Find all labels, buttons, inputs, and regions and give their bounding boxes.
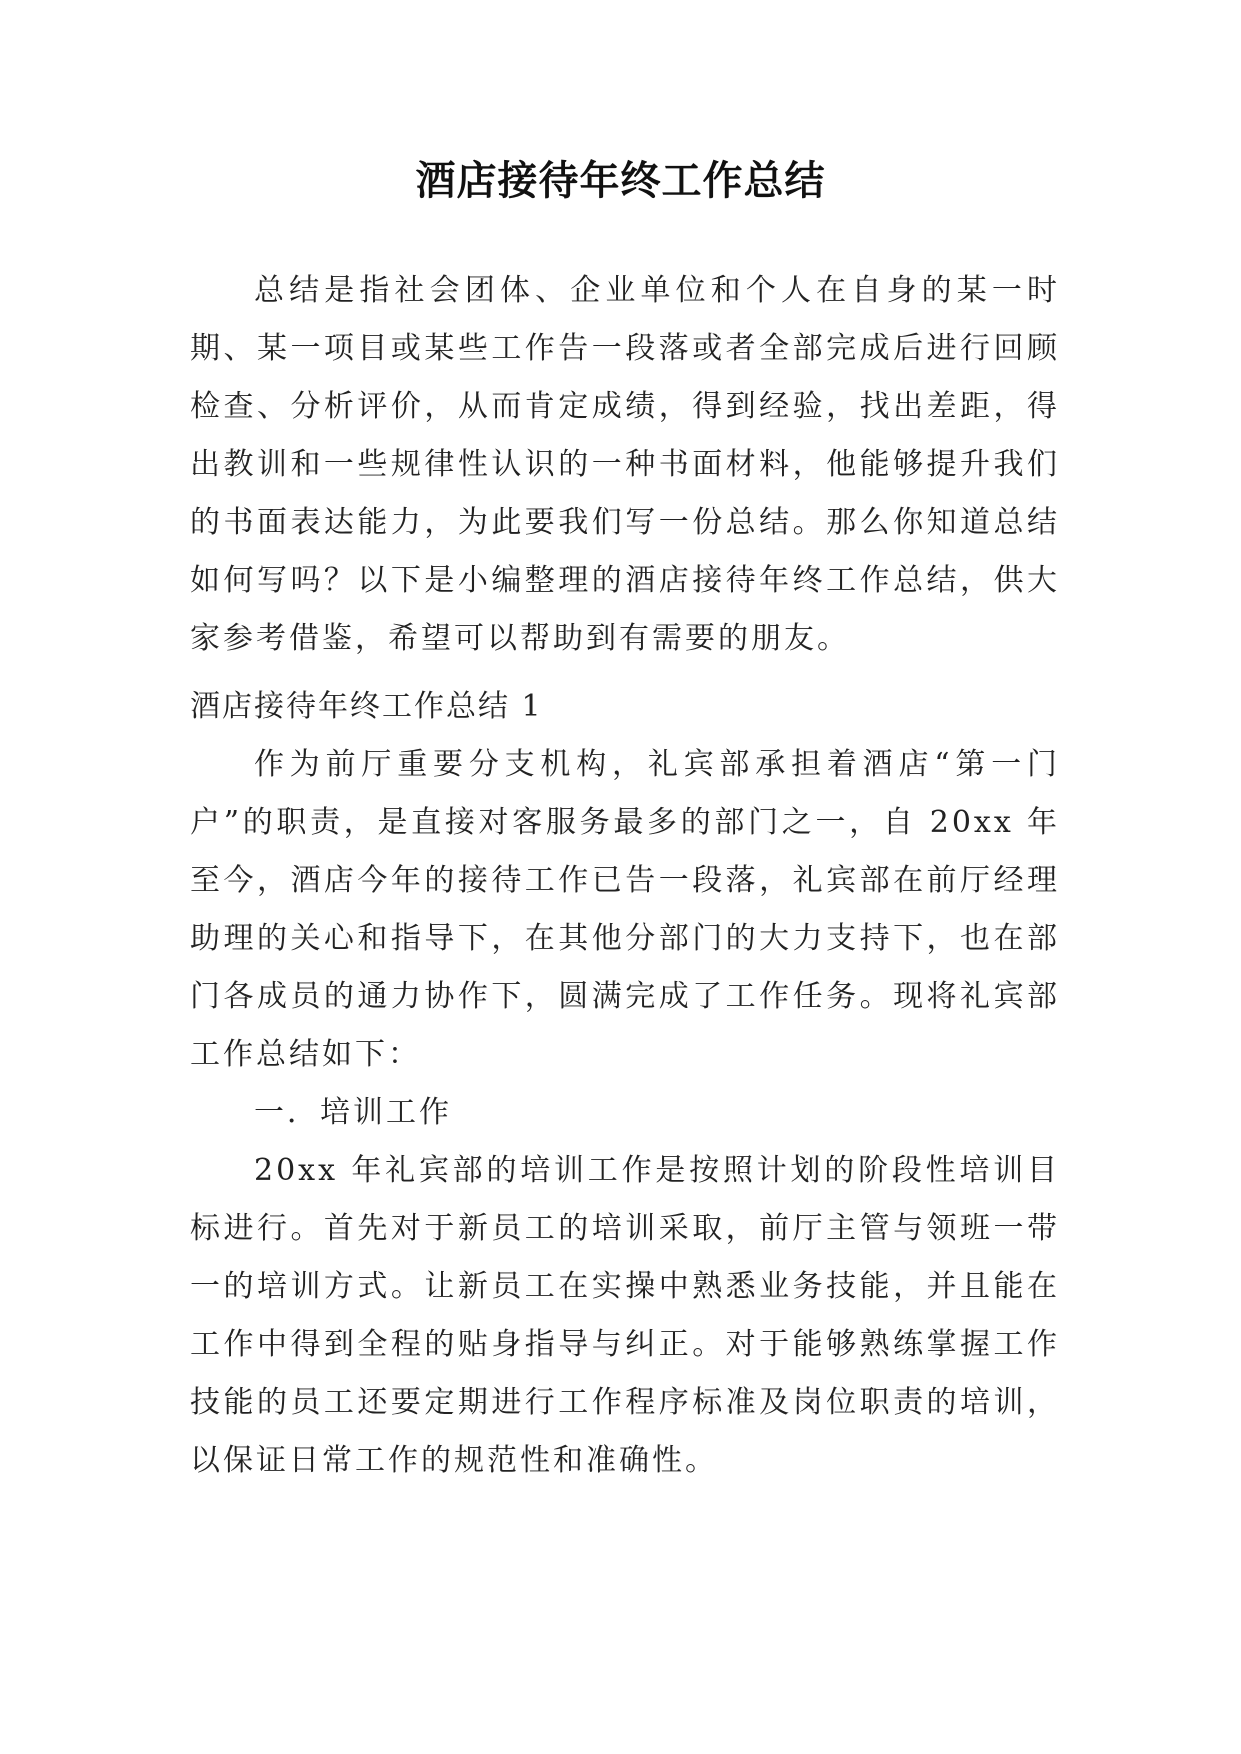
heading-training: 一．培训工作 [254, 1095, 452, 1130]
document-title: 酒店接待年终工作总结 [415, 157, 826, 204]
section-title: 酒店接待年终工作总结 1 [190, 689, 543, 724]
section1-paragraph-1: 作为前厅重要分支机构，礼宾部承担着酒店“第一门户”的职责，是直接对客服务最多的部门之一，自 20xx 年至今，酒店今年的接待工作已告一段落，礼宾部在前厅经理助理的关心和指导下，在其他分部门的大力支持下，也在部门各成员的通力协作下，圆满完成了工作任务。现将礼宾部工作总结如下： [190, 747, 1060, 1072]
section1-body [190, 736, 1060, 1490]
section1-paragraph-2: 20xx 年礼宾部的培训工作是按照计划的阶段性培训目标进行。首先对于新员工的培训采取，前厅主管与领班一带一的培训方式。让新员工在实操中熟悉业务技能，并且能在工作中得到全程的贴身指导与纠正。对于能够熟练掌握工作技能的员工还要定期进行工作程序标准及岗位职责的培训，以保证日常工作的规范性和准确性。 [190, 1153, 1060, 1478]
intro-paragraph-block [190, 262, 1060, 668]
intro-paragraph: 总结是指社会团体、企业单位和个人在自身的某一时期、某一项目或某些工作告一段落或者全部完成后进行回顾检查、分析评价，从而肯定成绩，得到经验，找出差距，得出教训和一些规律性认识的一种书面材料，他能够提升我们的书面表达能力，为此要我们写一份总结。那么你知道总结如何写吗？以下是小编整理的酒店接待年终工作总结，供大家参考借鉴，希望可以帮助到有需要的朋友。 [190, 273, 1060, 656]
